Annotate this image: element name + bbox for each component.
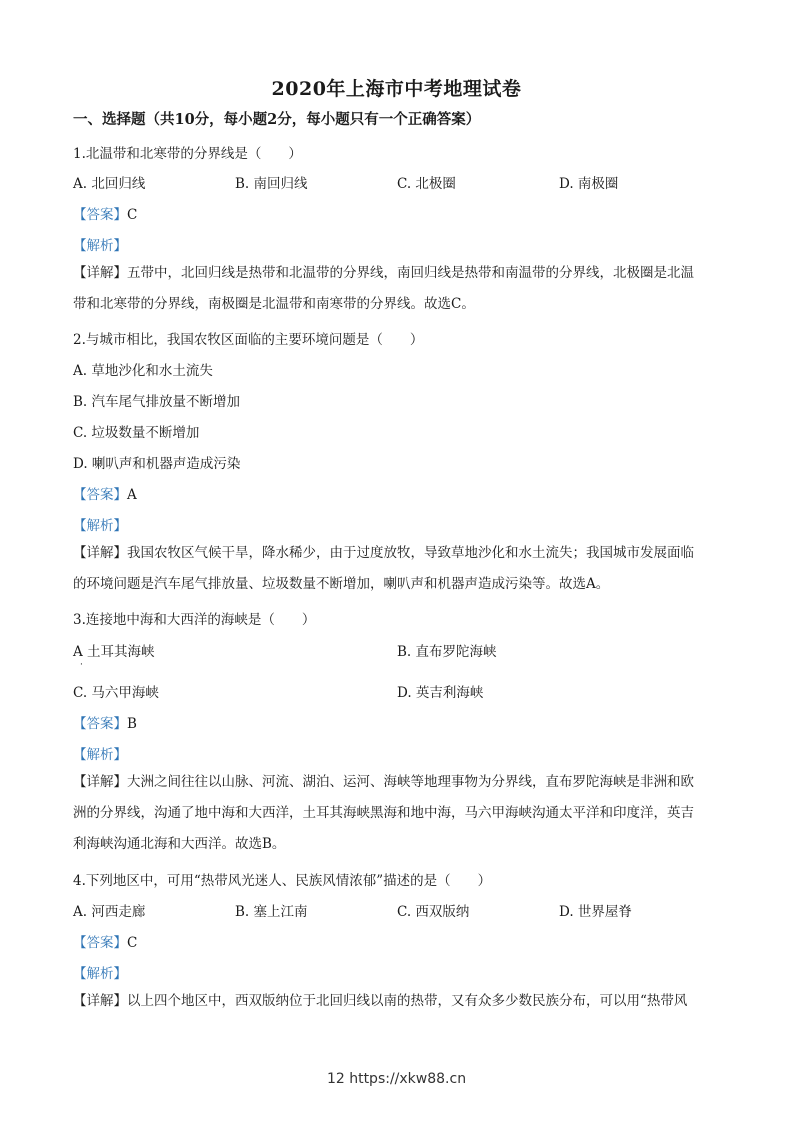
q3-option-b: B. 直布罗陀海峡: [397, 644, 497, 660]
q3-answer: [73, 712, 137, 732]
q4-analysis: [73, 962, 127, 982]
detail-text: 的环境问题是汽车尾气排放量、垃圾数量不断增加，喇叭声和机器声造成污染等。故选A。: [73, 576, 610, 592]
q1-analysis: [73, 234, 127, 254]
detail-label: 【详解】: [73, 265, 127, 281]
q2-answer: [73, 483, 137, 503]
analysis-label: 【解析】: [73, 518, 127, 534]
detail-text: 带和北寒带的分界线，南极圈是北温带和南寒带的分界线。故选C。: [73, 296, 475, 312]
detail-label: 【详解】: [73, 545, 127, 561]
page-footer: 12 https://xkw88.cn: [326, 1071, 467, 1087]
q3-analysis: [73, 743, 127, 763]
detail-label: 【详解】: [73, 993, 127, 1009]
answer-value: C: [127, 935, 138, 951]
detail-text: 洲的分界线，沟通了地中海和大西洋，土耳其海峡黑海和地中海，马六甲海峡沟通太平洋和印度洋，英吉: [73, 805, 694, 821]
q3-detail: [73, 767, 723, 860]
q2-detail: [73, 538, 723, 600]
q4-option-d: D. 世界屋脊: [559, 904, 632, 920]
answer-label: 【答案】: [73, 207, 127, 223]
q4-answer: [73, 931, 137, 951]
q3-option-c: C. 马六甲海峡: [73, 685, 159, 701]
analysis-label: 【解析】: [73, 747, 127, 763]
question-2-stem: 2.与城市相比，我国农牧区面临的主要环境问题是（ ）: [73, 332, 424, 348]
detail-label: 【详解】: [73, 774, 127, 790]
analysis-label: 【解析】: [73, 966, 127, 982]
q1-option-d: D. 南极圈: [559, 176, 619, 192]
answer-label: 【答案】: [73, 935, 127, 951]
question-4-stem: 4.下列地区中，可用“热带风光迷人、民族风情浓郁”描述的是（ ）: [73, 873, 492, 889]
question-1-stem: 1.北温带和北寒带的分界线是（ ）: [73, 146, 302, 162]
section-heading: 一、选择题（共10分，每小题2分，每小题只有一个正确答案）: [73, 111, 481, 128]
answer-value: B: [127, 716, 137, 732]
answer-value: C: [127, 207, 138, 223]
q4-option-c: C. 西双版纳: [397, 904, 470, 920]
detail-text: 大洲之间往往以山脉、河流、湖泊、运河、海峡等地理事物为分界线，直布罗陀海峡是非洲和欧: [127, 774, 694, 790]
q1-option-c: C. 北极圈: [397, 176, 456, 192]
analysis-label: 【解析】: [73, 238, 127, 254]
answer-label: 【答案】: [73, 487, 127, 503]
q1-answer: [73, 203, 137, 223]
q2-option-c: C. 垃圾数量不断增加: [73, 425, 200, 441]
detail-text: 利海峡沟通北海和大西洋。故选B。: [73, 836, 286, 852]
q2-option-d: D. 喇叭声和机器声造成污染: [73, 456, 241, 472]
q1-option-b: B. 南回归线: [235, 176, 308, 192]
question-3-stem: 3.连接地中海和大西洋的海峡是（ ）: [73, 612, 316, 628]
q4-option-a: A. 河西走廊: [73, 904, 146, 920]
q1-detail: [73, 258, 723, 320]
stray-dot: ·: [80, 660, 83, 670]
detail-text: 五带中，北回归线是热带和北温带的分界线，南回归线是热带和南温带的分界线，北极圈是北温: [127, 265, 694, 281]
q3-option-d: D. 英吉利海峡: [397, 685, 484, 701]
detail-text: 我国农牧区气候干旱，降水稀少，由于过度放牧，导致草地沙化和水土流失；我国城市发展面临: [127, 545, 694, 561]
detail-text: 以上四个地区中，西双版纳位于北回归线以南的热带，又有众多少数民族分布，可以用“热带风: [127, 993, 688, 1009]
answer-label: 【答案】: [73, 716, 127, 732]
q4-detail: [73, 986, 723, 1017]
q4-option-b: B. 塞上江南: [235, 904, 308, 920]
q2-option-b: B. 汽车尾气排放量不断增加: [73, 394, 241, 410]
q2-option-a: A. 草地沙化和水土流失: [73, 363, 213, 379]
q1-option-a: A. 北回归线: [73, 176, 146, 192]
page-title: 2020年上海市中考地理试卷: [271, 78, 522, 100]
q2-analysis: [73, 514, 127, 534]
answer-value: A: [127, 487, 137, 503]
q3-option-a: A 土耳其海峡: [73, 644, 155, 660]
